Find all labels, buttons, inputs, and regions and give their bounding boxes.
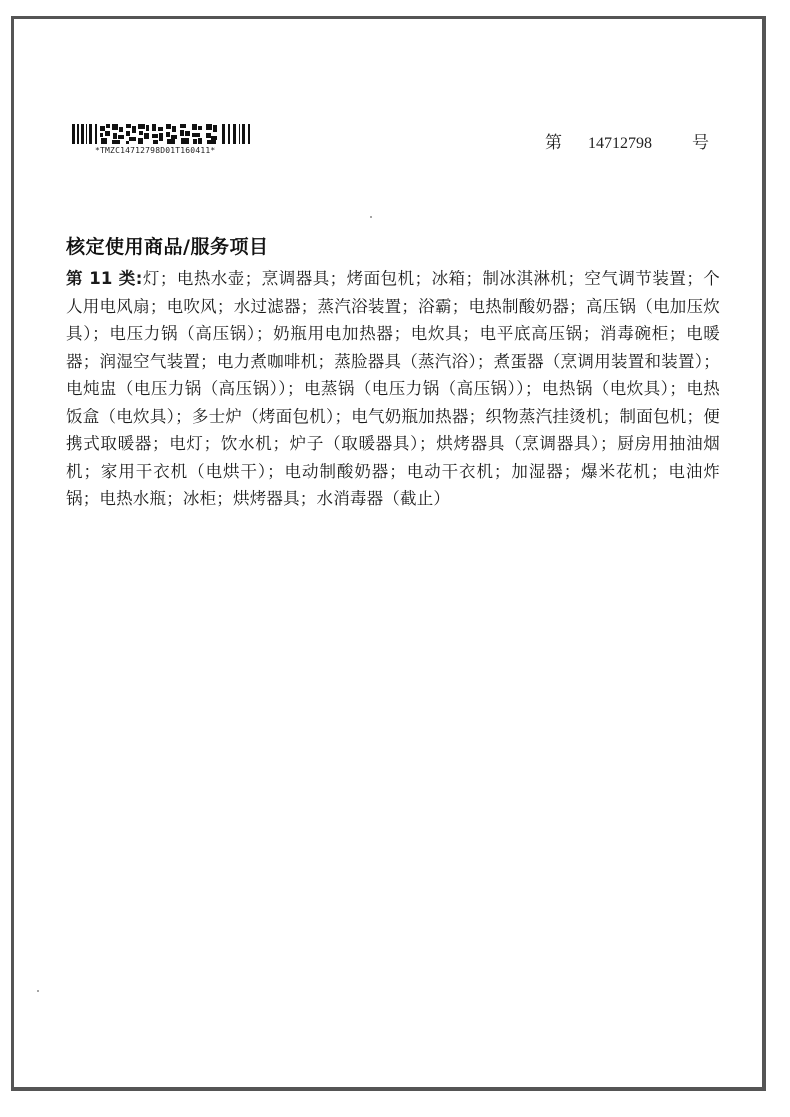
registration-number-line — [545, 128, 709, 153]
scan-speck — [37, 990, 39, 992]
registration-prefix: 第 — [545, 133, 562, 153]
goods-class-label: 第 11 类: — [66, 269, 143, 288]
scan-speck — [370, 216, 372, 218]
goods-list-paragraph — [66, 265, 720, 513]
barcode-image — [72, 124, 262, 144]
registration-number: 14712798 — [588, 135, 652, 152]
barcode-text: *TMZC14712798D01T160411* — [95, 146, 216, 155]
document-page — [11, 16, 766, 1091]
section-title: 核定使用商品/服务项目 — [66, 236, 269, 258]
goods-items-text: 灯；电热水壶；烹调器具；烤面包机；冰箱；制冰淇淋机；空气调节装置；个人用电风扇；电吹风；水过滤器；蒸汽浴装置；浴霸；电热制酸奶器；高压锅（电加压炊具）；电压力锅（高压锅）；奶瓶用电加热器；电炊具；电平底高压锅；消毒碗柜；电暖器；润湿空气装置；电力煮咖啡机；蒸脸器具（蒸汽浴）；煮蛋器（烹调用装置和装置）；电炖盅（电压力锅（高压锅））；电蒸锅（电压力锅（高压锅））；电热锅（电炊具）；电热饭盒（电炊具）；多士炉（烤面包机）；电气奶瓶加热器；织物蒸汽挂烫机；制面包机；便携式取暖器；电灯；饮水机；炉子（取暖器具）；烘烤器具（烹调器具）；厨房用抽油烟机；家用干衣机（电烘干）；电动制酸奶器；电动干衣机；加湿器；爆米花机；电油炸锅；电热水瓶；冰柜；烘烤器具；水消毒器（截止） — [66, 269, 720, 508]
registration-suffix: 号 — [692, 133, 709, 153]
